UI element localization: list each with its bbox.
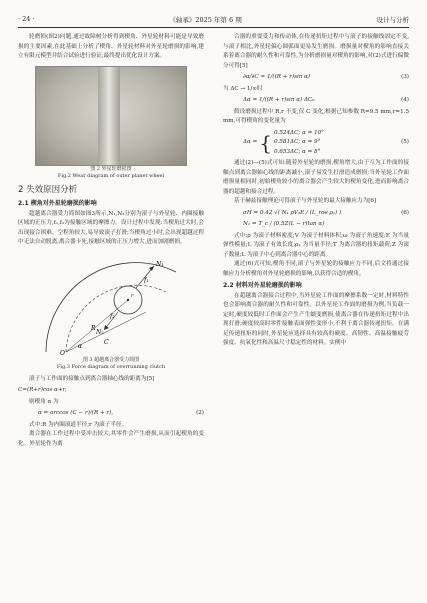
- paragraph: 当 ΔC → 1/∞时: [223, 85, 263, 92]
- equation-6: σH = 0.42 √( N₁ ρV₂E / (L_roe ρ₁) ) (6): [243, 209, 409, 216]
- paragraph: 则楔角 α 为: [29, 398, 59, 405]
- label-C: C: [104, 338, 109, 346]
- label-f2: f₂: [110, 312, 115, 320]
- paragraph: 通过(2)—(5)式可知:随着外星轮的磨损,楔角增大,由于互为工作面的接触点到离合器轴心线的距离减小,滚子易发生打滑造成磨损;当外星轮工作面磨损量相同时,初始楔角较小的离合器会产生较大的楔角变化,进而影响离合器的超越和接合过程。: [223, 160, 409, 195]
- left-column: [18, 33, 204, 449]
- equation-1: C=(R+r)cos α+r,: [18, 387, 67, 393]
- paragraph: 式中:R 为内圈滚道半径;r 为滚子半径。: [29, 421, 128, 428]
- paragraph: 合器的重要受力和传动体,在传递扭矩过程中与滚子的接触线固定不变,与滚子相比,外星轮偏心圆弧面更易发生磨损。磨损量对楔角的影响直接关系着离合器的耐久性和可靠性,为分析磨损量对楔角的影响,对(2)式进行偏微分可得[5]: [223, 34, 409, 69]
- label-alpha: α: [78, 342, 83, 350]
- journal-name: 《轴承》2025 年第 6 期: [169, 15, 242, 24]
- equation-4: Δα = 1/((R + r)sin α) ΔC₀ (4): [243, 97, 409, 103]
- section-heading: 2 失效原因分析: [18, 184, 78, 195]
- equation-2: α = arccos (C − r)/(R + r), (2): [38, 410, 204, 416]
- equation-5: Δα = { 0.524ΔC; α = 10° 0.581ΔC; α = 9° 0.653ΔC; α = 8° (5): [223, 129, 409, 158]
- paragraph: 假设磨损过程中 R,r 不变,仅 C 变化,根据已知参数 R=9.5 mm,r=1.5 mm,可得楔角的变化量为: [223, 108, 409, 124]
- paragraph: 基于赫兹接触理论可得滚子与外星轮的最大接触应力为[6]: [234, 198, 377, 204]
- eq5-line-2: 0.581ΔC; α = 9°: [274, 139, 321, 145]
- header-rule: [18, 27, 409, 28]
- figure-caption: 图 2 外星轮磨损图: [90, 165, 132, 172]
- equation-7: N₁ = T_c / (0.5Z(L − r)tan α): [243, 221, 325, 227]
- eq5-line-1: 0.524ΔC; α = 10°: [274, 129, 324, 136]
- subsection-heading: 2.1 楔角对外星轮磨损的影响: [18, 200, 97, 207]
- figure-caption: 图 3 超越离合器受力简图: [82, 356, 140, 363]
- paragraph: 通过(6)式可知,楔角不同,滚子与外星轮的接触应力不同,后文将通过接触应力分析楔角对外星轮磨损的影响,以获得合适的楔角。: [223, 261, 409, 277]
- right-column: [223, 33, 409, 349]
- label-N2: N₂: [96, 328, 104, 336]
- wear-photo: [35, 66, 187, 166]
- label-R: R: [91, 324, 96, 332]
- section-name: 设计与分析: [376, 15, 409, 24]
- figure-3: [18, 252, 204, 371]
- page-number: · 24 ·: [18, 15, 35, 23]
- figure-caption-en: Fig.2 Wear diagram of outer planet wheel: [57, 172, 165, 179]
- figure-caption-en: Fig.3 Force diagram of overrunning clutch: [56, 363, 166, 370]
- label-N1: N₁: [156, 260, 164, 268]
- subsection-heading: 2.2 材料对外星轮磨损的影响: [223, 282, 302, 289]
- label-r: r: [131, 292, 134, 299]
- paragraph: 超越离合器受力简图如图3所示,N₁,N₂分别为滚子与外星轮、内圈接触区域的正压力,f₁,f₂为接触区域的摩擦力。设计过程中发现:当楔角过大时,会出现接合困难、空程角较大,易导致滚子打滑;当楔角过小时,会出现超越过程中无法自动脱离,离合器卡死,接触区域的正压力增大,进而加剧磨损。: [18, 210, 204, 245]
- paragraph: 离合器在工作过程中受冲击较大,其零件会产生磨损,从而引起楔角的变化。外星轮作为离: [18, 431, 204, 447]
- label-origin: O: [60, 349, 65, 357]
- figure-2: [18, 66, 204, 180]
- eq5-line-3: 0.653ΔC; α = 8°: [274, 148, 321, 155]
- clutch-force-diagram: [36, 252, 186, 357]
- paragraph: 滚子与工作面的接触点到离合器轴心线的距离为[5]: [29, 375, 155, 382]
- paragraph: 轮磨损(图2)问题,通过故障树分析得到楔角、外星轮材料可能是导致磨损的主要因素,在此基础上分析了楔角、外星轮材料对外星轮磨损的影响,建立有限元模型并结合试验进行验证,最终提出优化设计方案。: [18, 34, 204, 59]
- page-header: [18, 12, 409, 26]
- equation-3: ∂α/∂C = 1/((R + r)sin α) (3): [243, 74, 409, 80]
- paragraph: 式中:ρ 为滚子材料密度;V 为滚子材料体积;ω 为滚子角速度;E 为当量弹性模量;L 为滚子有效长度;ρ₁ 为当量半径;T 为离合器的扭矩载荷;Z 为滚子数量;L 为滚子中心到离合器中心的距离。: [223, 232, 409, 258]
- label-f1: f₁: [144, 276, 149, 284]
- paragraph: 在超越离合器接合过程中,当外星轮工作面的摩擦系数一定时,材料特性也会影响离合器的耐久性和可靠性。以外星轮工作面的磨损为例,当负载一定时,硬度较低时工作面会产生产生蠕变磨损,使离合器在传递扭矩过程中出现打滑;硬度较高时零件接触表面弹性变形小,不利于离合器传递扭矩。在满足传递扭矩的同时,外星轮应选择具有较高的硬度、高韧性、高温接触疲劳强度、抗氧化性和高温尺寸稳定性的材料。实例中: [223, 292, 409, 346]
